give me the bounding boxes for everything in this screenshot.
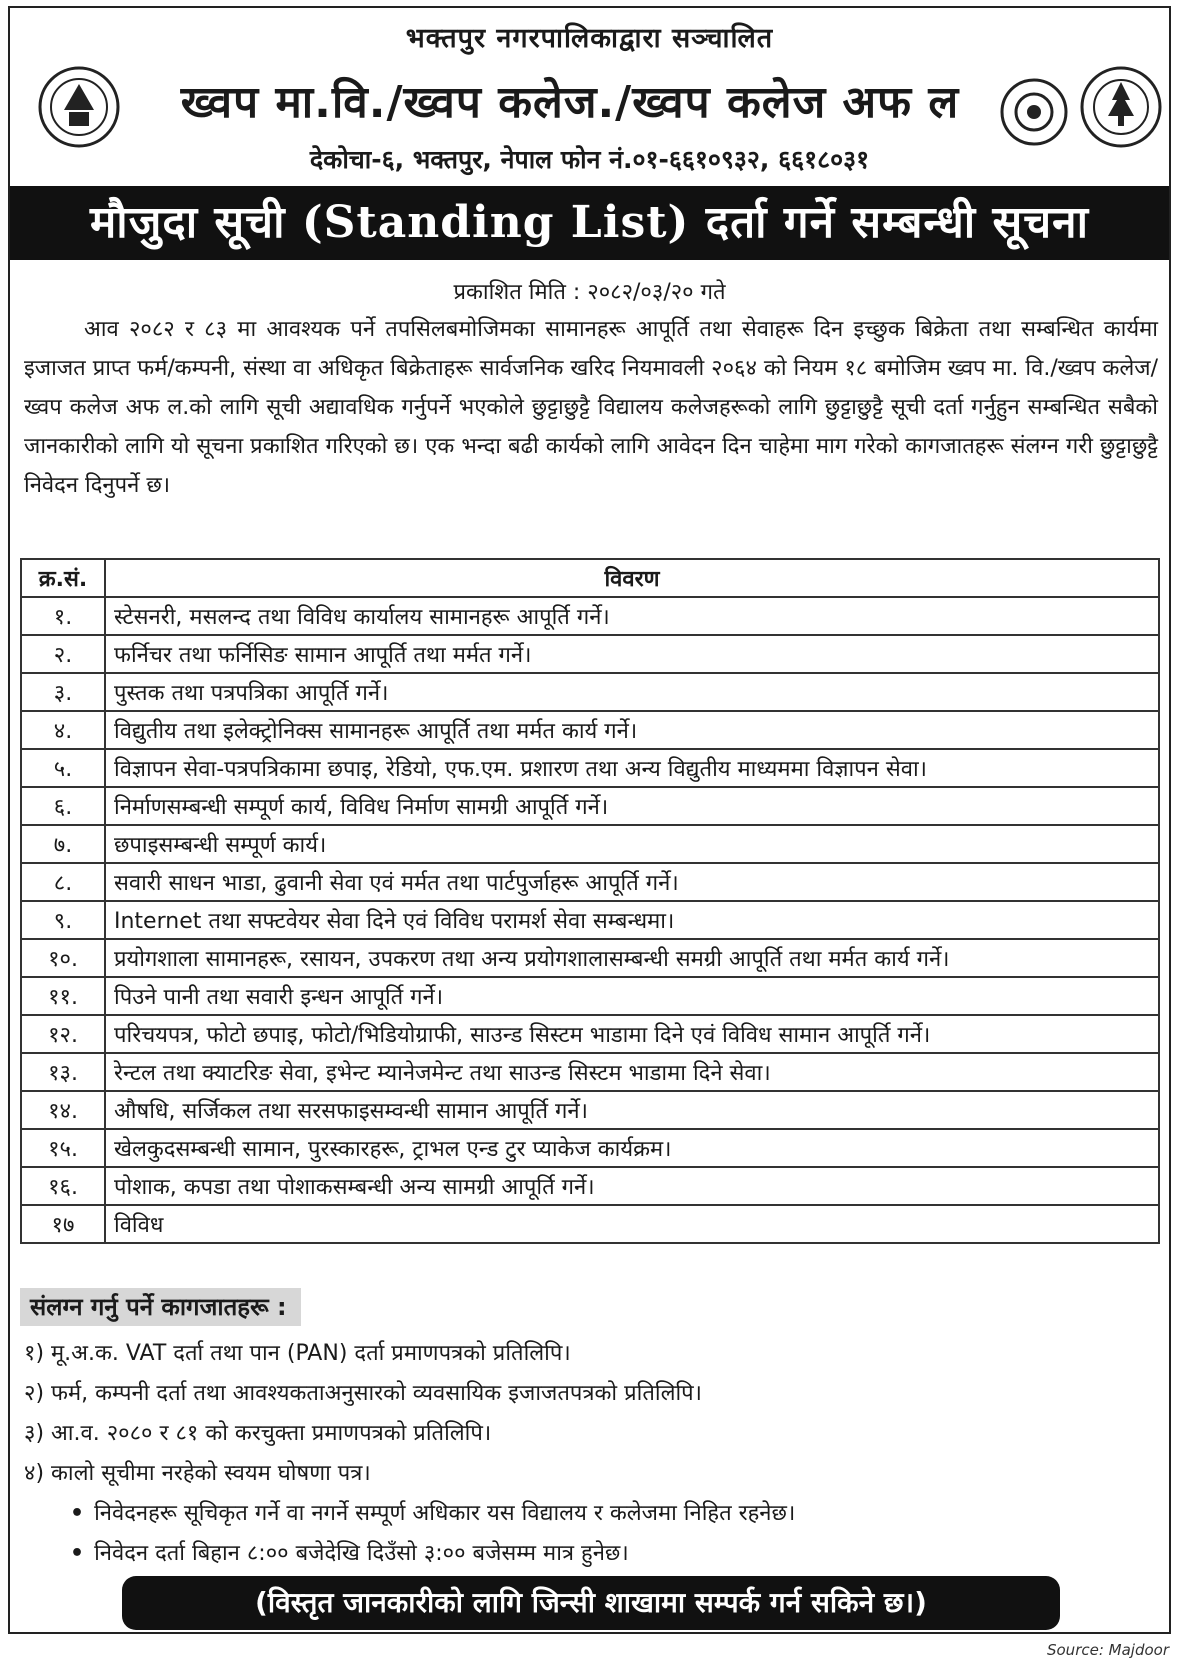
row-description: छपाइसम्बन्धी सम्पूर्ण कार्य। (105, 825, 1159, 863)
row-serial: ५. (21, 749, 105, 787)
items-table (20, 558, 1160, 1244)
published-date: प्रकाशित मिति : २०८२/०३/२० गते (453, 280, 726, 305)
source-credit: Source: Majdoor (1046, 1641, 1169, 1659)
row-description: निर्माणसम्बन्धी सम्पूर्ण कार्य, विविध निर्माण सामग्री आपूर्ति गर्ने। (105, 787, 1159, 825)
row-serial: ७. (21, 825, 105, 863)
row-description: विज्ञापन सेवा-पत्रपत्रिकामा छपाइ, रेडियो, एफ.एम. प्रशारण तथा अन्य विद्युतीय माध्यममा विज्ञापन सेवा। (105, 749, 1159, 787)
banner-nepali-after: दर्ता गर्ने सम्बन्धी सूचना (705, 197, 1090, 248)
row-serial: ३. (21, 673, 105, 711)
row-serial: ११. (21, 977, 105, 1015)
row-serial: १७ (21, 1205, 105, 1243)
row-serial: १३. (21, 1053, 105, 1091)
row-serial: ६. (21, 787, 105, 825)
institution-title: ख्वप मा.वि./ख्वप कलेज./ख्वप कलेज अफ ल (180, 77, 960, 128)
row-serial: २. (21, 635, 105, 673)
table-row (21, 1091, 1159, 1129)
notes-list (70, 1494, 1160, 1574)
table-row (21, 1205, 1159, 1243)
table-row (21, 597, 1159, 635)
row-description: औषधि, सर्जिकल तथा सरसफाइसम्वन्धी सामान आपूर्ति गर्ने। (105, 1091, 1159, 1129)
row-serial: १५. (21, 1129, 105, 1167)
row-serial: १०. (21, 939, 105, 977)
row-description: फर्निचर तथा फर्निसिङ सामान आपूर्ति तथा मर्मत गर्ने। (105, 635, 1159, 673)
table-row (21, 749, 1159, 787)
row-description: रेन्टल तथा क्याटरिङ सेवा, इभेन्ट म्यानेजमेन्ट तथा साउन्ड सिस्टम भाडामा दिने सेवा। (105, 1053, 1159, 1091)
header-description: विवरण (105, 559, 1159, 597)
table-row (21, 635, 1159, 673)
row-serial: ९. (21, 901, 105, 939)
row-description: खेलकुदसम्बन्धी सामान, पुरस्कारहरू, ट्राभल एन्ड टुर प्याकेज कार्यक्रम। (105, 1129, 1159, 1167)
table-row (21, 673, 1159, 711)
contact-footer-banner: (विस्तृत जानकारीको लागि जिन्सी शाखामा सम्पर्क गर्न सकिने छ।) (122, 1576, 1060, 1630)
row-serial: १. (21, 597, 105, 635)
table-row (21, 787, 1159, 825)
notice-title-banner (10, 186, 1169, 260)
table-row (21, 901, 1159, 939)
table-header-row (21, 559, 1159, 597)
banner-nepali-before: मौजुदा सूची (89, 197, 286, 248)
table-row (21, 825, 1159, 863)
row-description: स्टेसनरी, मसलन्द तथा विविध कार्यालय सामानहरू आपूर्ति गर्ने। (105, 597, 1159, 635)
row-description: विविध (105, 1205, 1159, 1243)
table-row (21, 1167, 1159, 1205)
table-row (21, 1053, 1159, 1091)
row-description: पुस्तक तथा पत्रपत्रिका आपूर्ति गर्ने। (105, 673, 1159, 711)
row-description: विद्युतीय तथा इलेक्ट्रोनिक्स सामानहरू आपूर्ति तथा मर्मत कार्य गर्ने। (105, 711, 1159, 749)
row-description: Internet तथा सफ्टवेयर सेवा दिने एवं विविध परामर्श सेवा सम्बन्धमा। (105, 901, 1159, 939)
table-row (21, 1129, 1159, 1167)
items-table-body (21, 597, 1159, 1243)
table-row (21, 863, 1159, 901)
row-description: पोशाक, कपडा तथा पोशाकसम्बन्धी अन्य सामग्री आपूर्ति गर्ने। (105, 1167, 1159, 1205)
table-row (21, 711, 1159, 749)
row-description: परिचयपत्र, फोटो छपाइ, फोटो/भिडियोग्राफी, साउन्ड सिस्टम भाडामा दिने एवं विविध सामान आपूर्ति गर्ने। (105, 1015, 1159, 1053)
notice-header (10, 8, 1169, 186)
address-line: देकोचा-६, भक्तपुर, नेपाल फोन नं.०१-६६१०९३२, ६६१८०३१ (309, 145, 870, 174)
table-row (21, 1015, 1159, 1053)
row-serial: १२. (21, 1015, 105, 1053)
intro-paragraph: आव २०८२ र ८३ मा आवश्यक पर्ने तपसिलबमोजिमका सामानहरू आपूर्ति तथा सेवाहरू दिन इच्छुक बिक्रेता तथा सम्बन्धित कार्यमा इजाजत प्राप्त फर्म/कम्पनी, संस्था वा अधिकृत बिक्रेताहरू सार्वजनिक खरिद नियमावली २०६४ को नियम १८ बमोजिम ख्वप मा. वि./ख्वप कलेज/ख्वप कलेज अफ ल.को लागि सूची अद्यावधिक गर्नुपर्ने भएकोले छुट्टाछुट्टै विद्यालय कलेजहरूको लागि छुट्टाछुट्टै सूची दर्ता गर्नुहुन सम्बन्धित सबैको जानकारीको लागि यो सूचना प्रकाशित गरिएको छ। एक भन्दा बढी कार्यको लागि आवेदन दिन चाहेमा माग गरेको कागजातहरू संलग्न गरी छुट्टाछुट्टै निवेदन दिनुपर्ने छ। (24, 317, 1158, 498)
row-description: सवारी साधन भाडा, ढुवानी सेवा एवं मर्मत तथा पार्टपुर्जाहरू आपूर्ति गर्ने। (105, 863, 1159, 901)
notice-frame (8, 6, 1171, 1634)
school-emblem-icon (38, 66, 120, 148)
attachments-list (24, 1334, 1154, 1494)
org-line: भक्तपुर नगरपालिकाद्वारा सञ्चालित (405, 23, 774, 54)
attachment-item: १) मू.अ.क. VAT दर्ता तथा पान (PAN) दर्ता प्रमाणपत्रको प्रतिलिपि। (24, 1341, 571, 1366)
row-serial: ४. (21, 711, 105, 749)
note-item: • निवेदन दर्ता बिहान ८:०० बजेदेखि दिउँसो ३:०० बजेसम्म मात्र हुनेछ। (70, 1534, 1160, 1574)
header-serial: क्र.सं. (21, 559, 105, 597)
row-serial: १४. (21, 1091, 105, 1129)
college-emblem-icon (1000, 78, 1068, 146)
row-serial: १६. (21, 1167, 105, 1205)
attachments-heading: संलग्न गर्नु पर्ने कागजातहरू : (20, 1288, 301, 1326)
note-item: • निवेदनहरू सूचिकृत गर्ने वा नगर्ने सम्पूर्ण अधिकार यस विद्यालय र कलेजमा निहित रहनेछ। (70, 1494, 1160, 1534)
attachment-item: ३) आ.व. २०८० र ८१ को करचुक्ता प्रमाणपत्रको प्रतिलिपि। (24, 1421, 492, 1446)
table-row (21, 977, 1159, 1015)
attachment-item: ४) कालो सूचीमा नरहेको स्वयम घोषणा पत्र। (24, 1461, 371, 1486)
row-description: प्रयोगशाला सामानहरू, रसायन, उपकरण तथा अन्य प्रयोगशालासम्बन्धी समग्री आपूर्ति तथा मर्मत कार्य गर्ने। (105, 939, 1159, 977)
college-of-law-emblem-icon (1080, 66, 1162, 148)
row-description: पिउने पानी तथा सवारी इन्धन आपूर्ति गर्ने। (105, 977, 1159, 1015)
attachment-item: २) फर्म, कम्पनी दर्ता तथा आवश्यकताअनुसारको व्यवसायिक इजाजतपत्रको प्रतिलिपि। (24, 1381, 703, 1406)
row-serial: ८. (21, 863, 105, 901)
table-row (21, 939, 1159, 977)
banner-english: (Standing List) (301, 197, 690, 248)
